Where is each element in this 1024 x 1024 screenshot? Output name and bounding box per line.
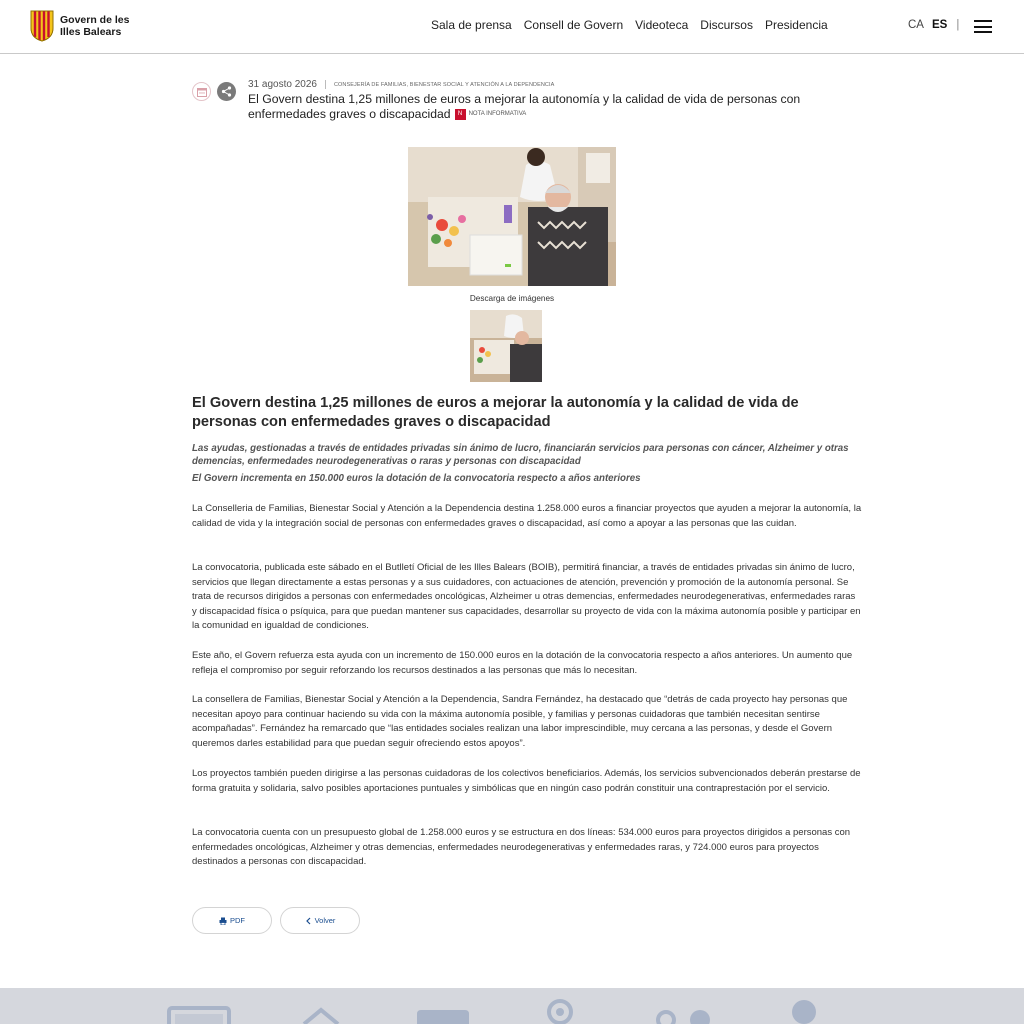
pdf-button[interactable] — [192, 907, 272, 934]
chevron-left-icon — [305, 917, 312, 925]
footer-home-icon[interactable] — [302, 1006, 340, 1024]
article-paragraph: Los proyectos también pueden dirigirse a las personas cuidadoras de los colectivos beneficiarios. Además, los servicios subvencionados deberán prestarse de forma gratuita y solidaria, salvo posibles aportaciones puntuales y simbólicas que en ningún caso podrán constituir una contraprestación por el servicio. — [192, 768, 861, 794]
hamburger-menu-icon[interactable] — [974, 20, 992, 33]
article-title: El Govern destina 1,25 millones de euros a mejorar la autonomía y la calidad de vida de personas con enfermedades graves o discapacidad — [192, 395, 799, 430]
back-button-label: Volver — [314, 916, 336, 925]
nav-item-sala-de-prensa[interactable]: Sala de prensa — [431, 18, 512, 32]
nav-item-consell-de-govern[interactable]: Consell de Govern — [523, 18, 624, 32]
nav-item-presidencia[interactable]: Presidencia — [764, 18, 828, 32]
hero-photo-illustration — [408, 147, 616, 286]
footer-monitor-icon[interactable] — [167, 1006, 231, 1024]
calendar-icon[interactable] — [192, 82, 211, 101]
share-icon[interactable] — [217, 82, 236, 101]
article-paragraph: Este año, el Govern refuerza esta ayuda con un incremento de 150.000 euros en la dotación de la convocatoria respecto a años anteriores. Un aumento que refleja el compromiso por seguir reforzando los recursos destinados a las personas que más lo necesitan. — [192, 650, 853, 676]
pdf-button-label: PDF — [230, 916, 245, 925]
article-paragraph: La consellera de Familias, Bienestar Social y Atención a la Dependencia, Sandra Fernández, ha destacado que “detrás de cada proyecto hay personas que necesitan apoyo para continuar haciendo su vida con la máxima autonomía posible, y familias y personas cuidadoras que también necesitan sentirse acompañadas”. Fernández ha remarcado que “las entidades sociales realizan una labor imprescindible, muy cercana a las personas, y desde el Govern queremos darles estabilidad para que puedan seguir ofreciendo estos apoyos”. — [192, 694, 848, 749]
hero-photo[interactable] — [408, 147, 616, 286]
printer-icon — [219, 917, 227, 925]
logo-line-1: Govern de les — [60, 14, 130, 26]
nav-item-discursos[interactable]: Discursos — [700, 18, 753, 32]
lang-es-link[interactable]: ES — [931, 19, 948, 31]
shield-logo-icon — [30, 10, 54, 42]
department-label[interactable]: CONSEJERÍA DE FAMILIAS, BIENESTAR SOCIAL Y ATENCIÓN A LA DEPENDENCIA — [333, 81, 555, 88]
news-heading-text: El Govern destina 1,25 millones de euros a mejorar la autonomía y la calidad de vida de personas con enfermedades graves o discapacidad — [248, 92, 801, 121]
footer-people-icon[interactable] — [650, 1008, 718, 1024]
article-subtitle-1: Las ayudas, gestionadas a través de entidades privadas sin ánimo de lucro, financiarán servicios para personas con cáncer, Alzheimer y otras demencias, enfermedades neurodegenerativas o raras y personas con discapacidad — [192, 443, 849, 467]
footer-location-icon[interactable] — [545, 998, 575, 1024]
lang-separator: | — [956, 19, 960, 31]
govern-logo[interactable] — [30, 10, 129, 42]
site-footer — [0, 988, 1024, 1024]
news-type-badge: N — [455, 109, 466, 120]
article-paragraph: La Conselleria de Familias, Bienestar Social y Atención a la Dependencia destina 1.258.000 euros a financiar proyectos que ayuden a mejorar la autonomía, la calidad de vida y la integración social de personas con enfermedades graves o discapacidad, así como a apoyar a las personas que las cuidan. — [192, 503, 862, 529]
logo-text — [60, 14, 129, 38]
footer-folder-icon[interactable] — [413, 1006, 473, 1024]
article-subtitle-2: El Govern incrementa en 150.000 euros la dotación de la convocatoria respecto a años anteriores — [192, 473, 641, 484]
news-meta — [248, 79, 554, 90]
article-paragraph: La convocatoria cuenta con un presupuesto global de 1.258.000 euros y se estructura en dos líneas: 534.000 euros para proyectos dirigidos a personas con enfermedades oncológicas, Alzheimer y otras demencias, enfermedades neurodegenerativas y enfermedades raras, y 724.000 euros para proyectos destinados a personas con discapacidad. — [192, 827, 851, 868]
image-download-link[interactable]: Descarga de imágenes — [469, 294, 555, 303]
back-button[interactable] — [280, 907, 360, 934]
image-thumbnail[interactable] — [470, 310, 542, 382]
thumbnail-illustration — [470, 310, 542, 382]
main-nav — [431, 18, 840, 32]
news-type-label: NOTA INFORMATIVA — [468, 111, 527, 118]
publish-date: 31 agosto 2026 — [248, 79, 317, 90]
article-paragraph: La convocatoria, publicada este sábado en el Butlletí Oficial de les Illes Balears (BOIB), permitirá financiar, a través de entidades privadas sin ánimo de lucro, servicios que llegan directamente a estas personas y a sus cuidadores, con actuaciones de atención, prevención y promoción de la autonomía personal. Se trata de recursos dirigidos a personas con enfermedades oncológicas, Alzheimer u otras demencias, enfermedades neurodegenerativas, enfermedades raras y discapacidad física o psíquica, para que puedan mantener sus capacidades, desarrollar su proyecto de vida con la máxima autonomía posible y participar en la comunidad en igualdad de condiciones. — [192, 562, 861, 632]
footer-user-icon[interactable] — [788, 1000, 820, 1024]
news-heading — [248, 92, 848, 122]
language-switcher — [908, 19, 959, 31]
lang-ca-link[interactable]: CA — [908, 19, 924, 31]
site-header — [0, 0, 1024, 54]
logo-line-2: Illes Balears — [60, 26, 122, 38]
nav-item-videoteca[interactable]: Videoteca — [635, 18, 689, 32]
meta-divider — [325, 80, 326, 89]
